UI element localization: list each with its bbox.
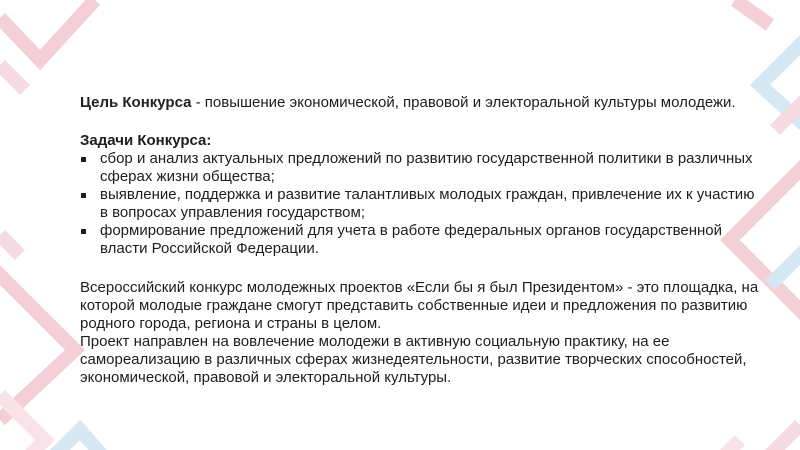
chevron-shape bbox=[0, 265, 75, 420]
chevron-shape bbox=[0, 235, 20, 255]
chevron-shape bbox=[0, 65, 25, 90]
chevron-shape bbox=[735, 0, 770, 25]
chevron-shape bbox=[0, 395, 45, 450]
description-paragraph-2: Проект направлен на вовлечение молодежи в активную социальную практику, на ее самореализацию в различных сферах жизнедеятельности, развитие творческих способностей, экономической, правовой и электоральной культуры. bbox=[80, 333, 747, 386]
tasks-heading: Задачи Конкурса: bbox=[80, 132, 212, 149]
list-item: формирование предложений для учета в работе федеральных органов государственной власти Российской Федерации. bbox=[80, 222, 760, 258]
chevron-shape bbox=[775, 95, 800, 130]
tasks-list bbox=[80, 150, 760, 258]
goal-label: Цель Конкурса bbox=[80, 94, 192, 111]
goal-text: - повышение экономической, правовой и электоральной культуры молодежи. bbox=[191, 94, 736, 111]
chevron-shape bbox=[0, 0, 95, 60]
chevron-shape bbox=[40, 430, 115, 450]
list-item: выявление, поддержка и развитие талантливых молодых граждан, привлечение их к участию в вопросах управления государством; bbox=[80, 186, 760, 222]
list-item: сбор и анализ актуальных предложений по развитию государственной политики в различных сферах жизни общества; bbox=[80, 150, 760, 186]
chevron-shape bbox=[755, 425, 800, 450]
chevron-shape bbox=[770, 245, 800, 285]
goal-paragraph bbox=[80, 94, 760, 112]
description-paragraph-1: Всероссийский конкурс молодежных проектов «Если бы я был Президентом» - это площадка, на которой молодые граждане смогут представить собственные идеи и предложения по развитию родного города, региона и страны в целом. bbox=[80, 279, 759, 332]
chevron-shape bbox=[760, 35, 800, 130]
slide-content bbox=[80, 94, 760, 387]
chevron-shape bbox=[710, 440, 740, 450]
